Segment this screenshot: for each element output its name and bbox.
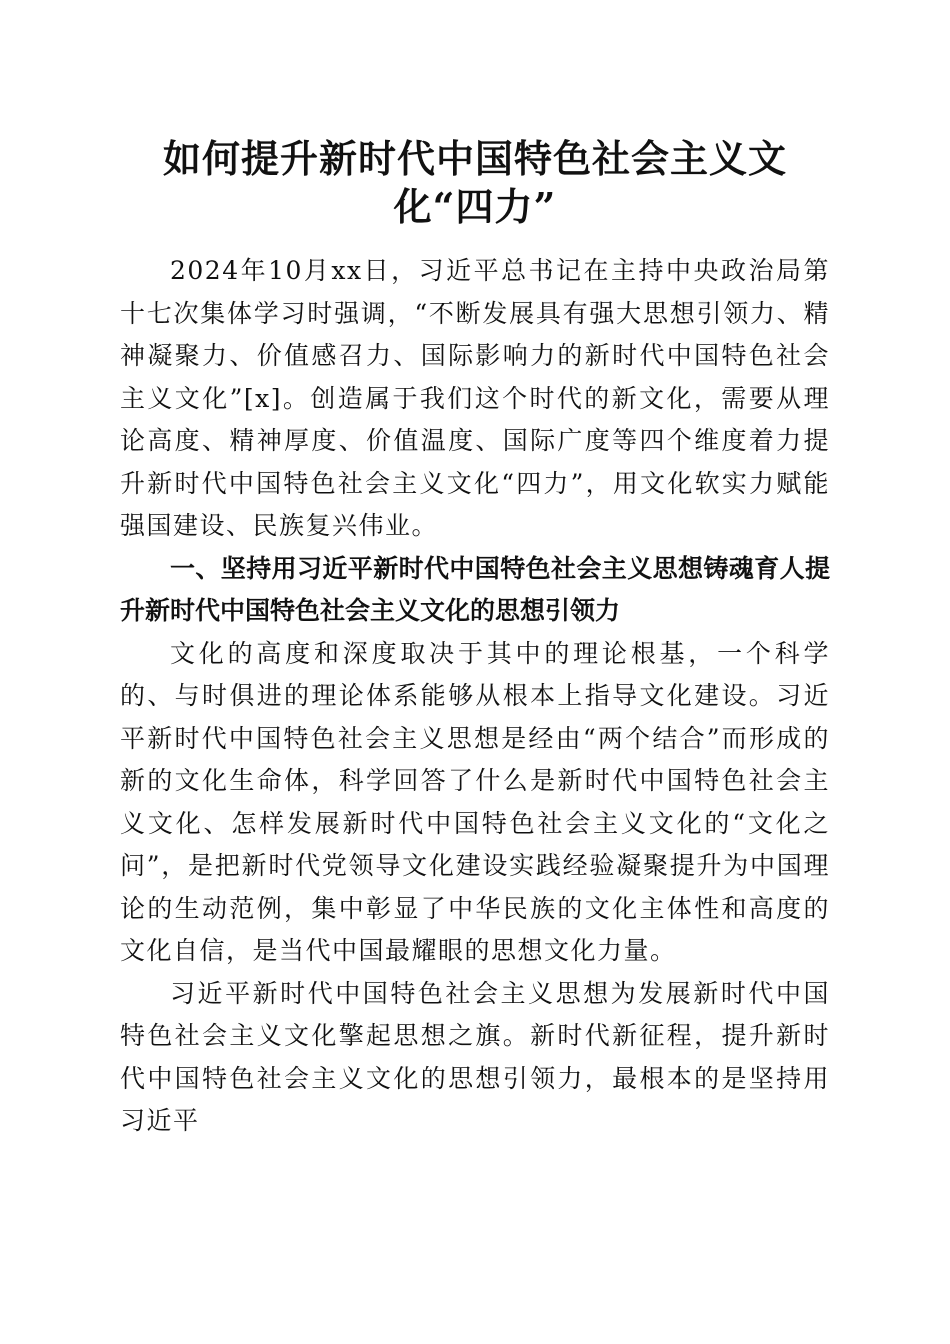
intro-paragraph: 2024年10月xx日，习近平总书记在主持中央政治局第十七次集体学习时强调，“不断发展具有强大思想引领力、精神凝聚力、价值感召力、国际影响力的新时代中国特色社会主义文化”[x]。创造属于我们这个时代的新文化，需要从理论高度、精神厚度、价值温度、国际广度等四个维度着力提升新时代中国特色社会主义文化“四力”，用文化软实力赋能强国建设、民族复兴伟业。 xyxy=(120,256,830,540)
section-heading: 一、坚持用习近平新时代中国特色社会主义思想铸魂育人提升新时代中国特色社会主义文化的思想引领力 xyxy=(120,553,830,625)
document-body xyxy=(120,250,830,1143)
body-paragraph: 文化的高度和深度取决于其中的理论根基，一个科学的、与时俱进的理论体系能够从根本上指导文化建设。习近平新时代中国特色社会主义思想是经由“两个结合”而形成的新的文化生命体，科学回答了什么是新时代中国特色社会主义文化、怎样发展新时代中国特色社会主义文化的“文化之问”，是把新时代党领导文化建设实践经验凝聚提升为中国理论的生动范例，集中彰显了中华民族的文化主体性和高度的文化自信，是当代中国最耀眼的思想文化力量。 xyxy=(120,638,830,965)
document-title: 如何提升新时代中国特色社会主义文化“四力” xyxy=(162,136,787,229)
body-paragraph: 习近平新时代中国特色社会主义思想为发展新时代中国特色社会主义文化擎起思想之旗。新时代新征程，提升新时代中国特色社会主义文化的思想引领力，最根本的是坚持用习近平 xyxy=(120,978,830,1135)
